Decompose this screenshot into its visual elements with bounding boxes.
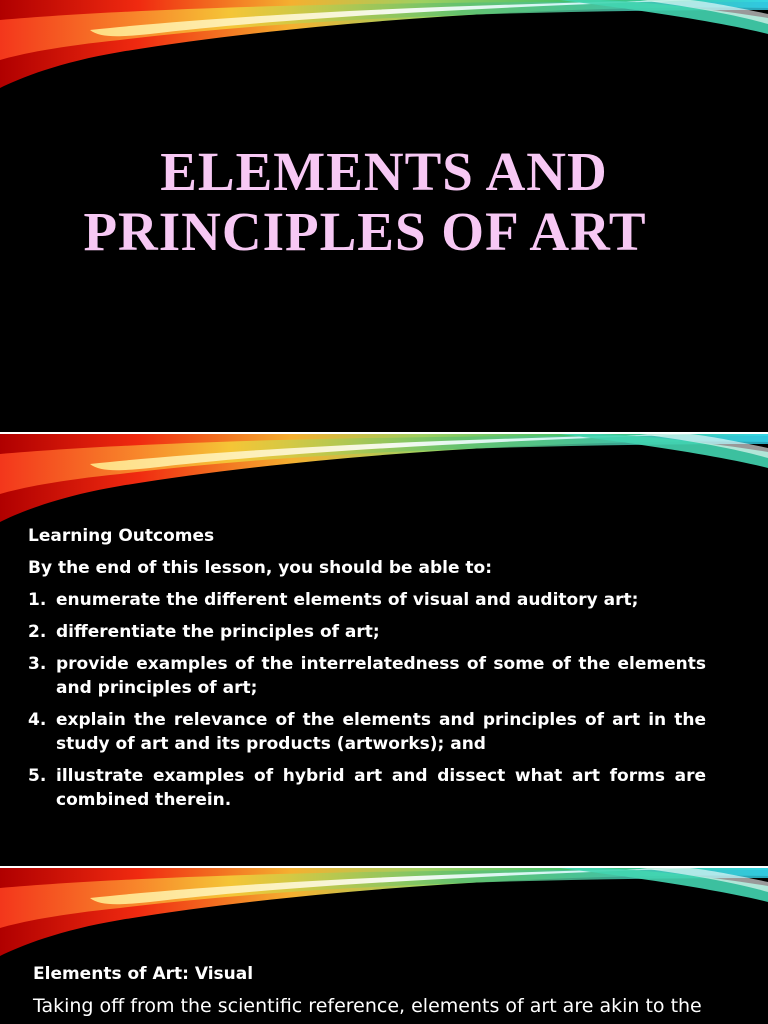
- list-item-number: 4.: [28, 710, 47, 730]
- slide-elements-visual: [0, 868, 768, 1024]
- intro-text: By the end of this lesson, you should be able to:: [28, 558, 493, 578]
- list-item: [28, 588, 706, 612]
- outcomes-list: [28, 588, 706, 812]
- learning-outcomes-content: [28, 524, 706, 820]
- decorative-swoosh: [0, 434, 768, 534]
- title-line-2: PRINCIPLES OF ART: [83, 201, 647, 262]
- list-item-number: 5.: [28, 766, 47, 786]
- decorative-swoosh: [0, 868, 768, 968]
- list-item: [28, 708, 706, 756]
- body-text: Taking off from the scientific reference, elements of art are akin to the: [33, 995, 702, 1017]
- section-heading: Learning Outcomes: [28, 526, 215, 546]
- decorative-swoosh: [0, 0, 768, 100]
- list-item-number: 2.: [28, 622, 47, 642]
- list-item: [28, 764, 706, 812]
- list-item: [28, 652, 706, 700]
- list-item-text: provide examples of the interrelatedness of some of the elements and principles of art;: [56, 654, 706, 698]
- section-heading: Elements of Art: Visual: [33, 964, 254, 984]
- title-line-1: ELEMENTS AND: [160, 141, 608, 202]
- list-item-number: 3.: [28, 654, 47, 674]
- list-item: [28, 620, 706, 644]
- list-item-text: enumerate the different elements of visual and auditory art;: [56, 590, 639, 610]
- slide-learning-outcomes: [0, 434, 768, 866]
- list-item-text: illustrate examples of hybrid art and dissect what art forms are combined therein.: [56, 766, 706, 810]
- page-title: [0, 142, 768, 262]
- list-item-text: explain the relevance of the elements and principles of art in the study of art and its products (artworks); and: [56, 710, 706, 754]
- list-item-number: 1.: [28, 590, 47, 610]
- slide-title: [0, 0, 768, 432]
- list-item-text: differentiate the principles of art;: [56, 622, 380, 642]
